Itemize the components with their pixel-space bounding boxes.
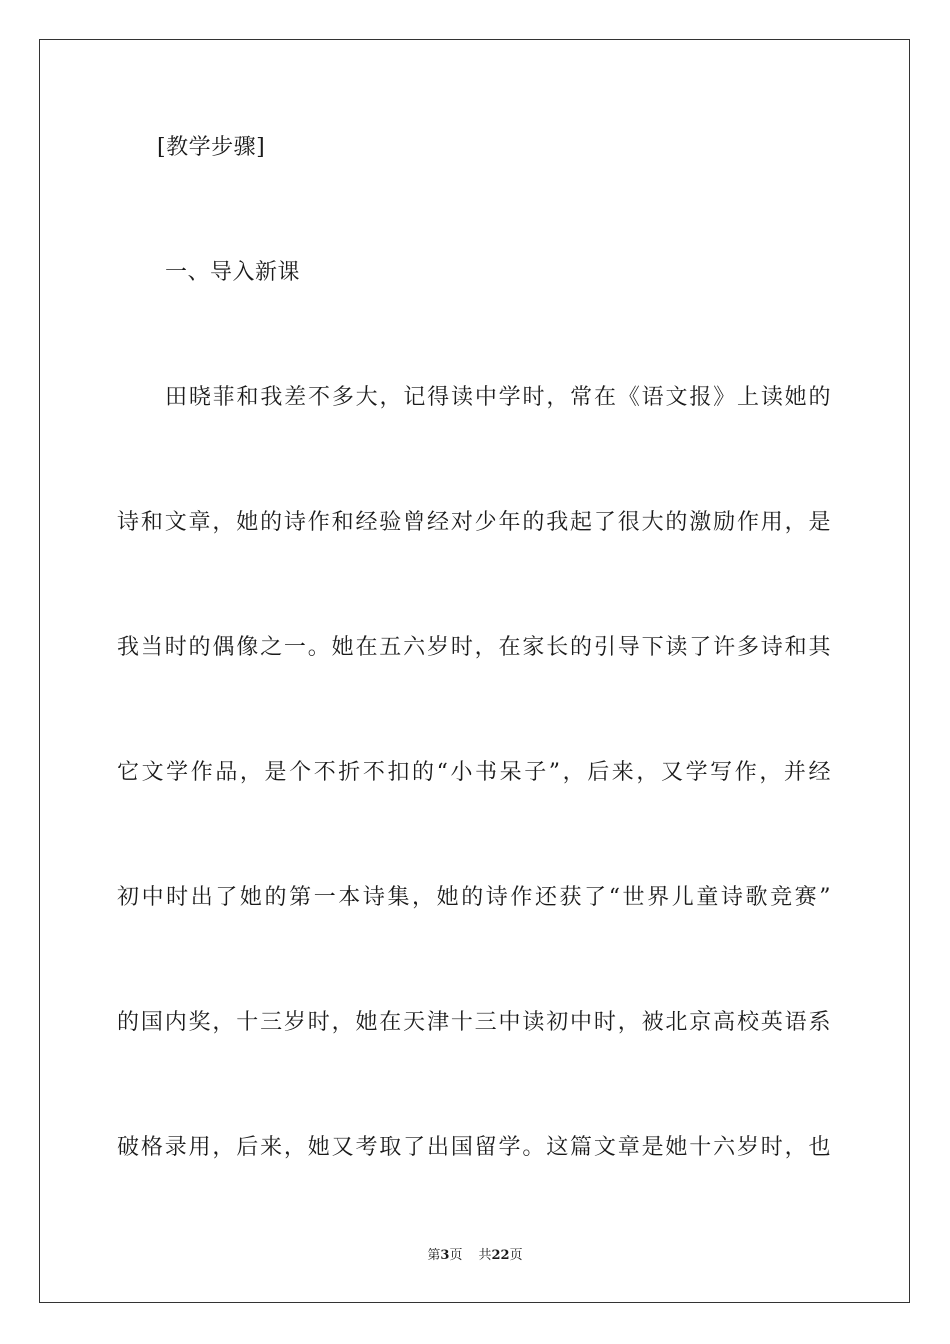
total-pages: 22 xyxy=(491,1248,510,1263)
total-prefix: 共 xyxy=(478,1248,492,1263)
page-prefix: 第 xyxy=(427,1248,441,1263)
paragraph-line-4: 它文学作品，是个不折不扣的“小书呆子”，后来，又学写作，并经 xyxy=(117,760,831,785)
paragraph-line-3: 我当时的偶像之一。她在五六岁时，在家长的引导下读了许多诗和其 xyxy=(117,635,831,660)
page-frame xyxy=(39,39,910,1303)
subheading: 一、导入新课 xyxy=(165,260,301,285)
page-suffix: 页 xyxy=(449,1248,463,1263)
page-number: 3 xyxy=(440,1248,450,1263)
paragraph-line-7: 破格录用，后来，她又考取了出国留学。这篇文章是她十六岁时，也 xyxy=(117,1135,831,1160)
paragraph-line-6: 的国内奖，十三岁时，她在天津十三中读初中时，被北京高校英语系 xyxy=(117,1010,831,1035)
paragraph-line-2: 诗和文章，她的诗作和经验曾经对少年的我起了很大的激励作用，是 xyxy=(117,510,831,535)
page-footer xyxy=(0,1247,950,1265)
total-suffix: 页 xyxy=(509,1248,523,1263)
section-heading: [教学步骤] xyxy=(157,135,266,160)
paragraph-line-1: 田晓菲和我差不多大，记得读中学时，常在《语文报》上读她的 xyxy=(165,385,831,410)
paragraph-line-5: 初中时出了她的第一本诗集，她的诗作还获了“世界儿童诗歌竞赛” xyxy=(117,885,831,910)
